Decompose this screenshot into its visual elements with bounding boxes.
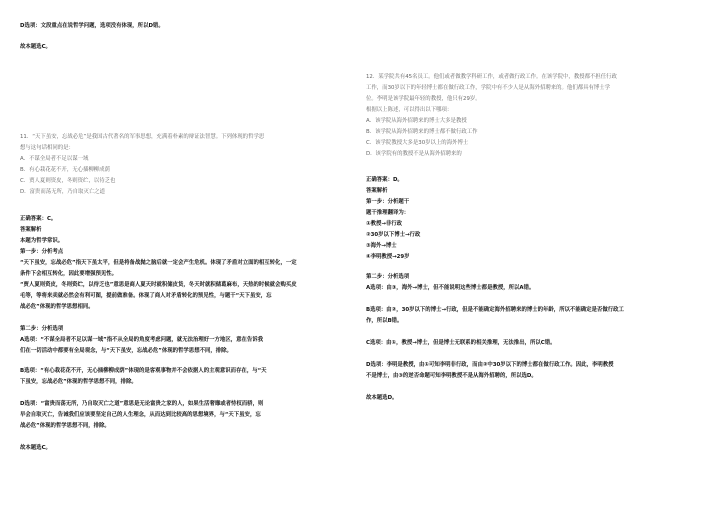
question-11-stem-line-2: 想与这句话相同的是： <box>20 145 74 151</box>
option-d-explanation: D选项：文段重点在说哲学问题，选项没有体现，所以D错。 <box>20 23 164 29</box>
question-11-option-b: B．有心栽花花不开，无心插柳柳成荫 <box>20 167 110 173</box>
option-b-analysis-line-2: 下虽安，忘战必危”体现的哲学思想不同，排除。 <box>20 379 137 385</box>
option-b-analysis-line-1: B选项：“有心栽花花不开，无心插柳柳成荫”体现的是客观事物并不会依据人的主观意识而存在，与“天 <box>20 368 267 374</box>
question-11-stem-line-1: 11．“天下虽安，忘战必危”是我国古代著名的军事思想，充满着朴素的辩证法智慧。下列体现的哲学思 <box>20 134 265 140</box>
step-1-heading: 第一步：分析考点 <box>20 249 64 255</box>
step-1-heading: 第一步：分析题干 <box>366 199 410 205</box>
option-a-analysis-line-1: A选项：“不谋全局者不足以谋一域”指不从全局的角度考虑问题，就无法治理好一方地区，意在告诉我 <box>20 337 264 343</box>
option-b-analysis-line-2: 作，所以B错。 <box>366 318 403 324</box>
question-12-option-a: A．该学院从海外招聘来的博士大多是教授 <box>366 118 467 124</box>
premise-4: ④李明教授→29岁 <box>366 254 410 260</box>
premise-2: ②30岁以下博士→行政 <box>366 232 421 238</box>
option-a-analysis-line-2: 们在一切活动中都要有全局观念，与“天下虽安，忘战必危”体现的哲学思想不同，排除。 <box>20 348 232 354</box>
option-d-analysis-line-3: 战必危”体现的哲学思想不同，排除。 <box>20 423 110 429</box>
analysis-line-2: 条件下会相互转化，因此要增强预见性。 <box>20 271 118 277</box>
translation-heading: 题干推理翻译为： <box>366 210 410 216</box>
analysis-line-5: 战必危”体现的哲学思想相同。 <box>20 304 94 310</box>
explanation-title: 答案解析 <box>366 188 388 194</box>
option-d-analysis-line-1: D选项：李明是教授，由①可知李明非行政，而由②中30岁以下的博士都在做行政工作。因此，李明教授 <box>366 362 614 368</box>
option-c-analysis: C选项：由①，教授→博士，但是博士无联系的相关推理，无法推出，所以C错。 <box>366 340 556 346</box>
option-a-analysis: A选项：由③，海外→博士，但不能说明这些博士都是教授，所以A错。 <box>366 285 535 291</box>
question-12-stem-line-2: 工作，而30岁以下的年轻博士都在做行政工作，学院中有不少人是从海外招聘来的。他们都具有博士学 <box>366 85 611 91</box>
premise-1: ①教授→非行政 <box>366 221 403 227</box>
premise-3: ③海外→博士 <box>366 243 397 249</box>
option-d-analysis-line-1: D选项：“富贵而荡无所，乃自取灭亡之道”意思是无论富贵之家的人，如果生活奢靡或者恃权而骄，则 <box>20 401 264 407</box>
step-2-heading: 第二步：分析选项 <box>366 274 410 280</box>
analysis-line-1: “天下虽安，忘战必危”指天下虽太平，但是将备战抛之脑后就一定会产生危机。体现了矛盾对立面的相互转化，一定 <box>20 260 297 266</box>
question-11-option-d: D．富贵而荡无所，乃自取灭亡之道 <box>20 189 106 195</box>
question-12-option-c: C．该学院教授大多是30岁以上的海外博士 <box>366 140 469 146</box>
analysis-line-4: 毛等，等将来卖就必然会有利可图，提前做准备。体现了商人对矛盾转化的预见性，与题干“天下虽安，忘 <box>20 293 272 299</box>
question-12-stem-line-4: 根据以上陈述，可以得出以下哪项： <box>366 107 453 113</box>
test-point: 本题为哲学常识。 <box>20 238 64 244</box>
question-12-stem-line-3: 位。李明是该学院最年轻的教授，他只有29岁。 <box>366 96 481 102</box>
question-12-option-b: B．该学院从海外招聘来的博士都不做行政工作 <box>366 129 478 135</box>
final-answer: 故本题选C。 <box>20 445 51 451</box>
correct-answer-d: 正确答案：D。 <box>366 177 403 183</box>
explanation-title: 答案解析 <box>20 227 42 233</box>
question-11-option-a: A．不谋全局者不足以谋一域 <box>20 156 89 162</box>
question-12-stem-line-1: 12．某学院共有45名员工。他们或者做教学科研工作，或者做行政工作。在该学院中，教授都不担任行政 <box>366 74 617 80</box>
option-d-analysis-line-2: 早会自取灭亡，告诫我们应该要坚定自己的人生理念，从而达到比较高的思想境界，与“天下虽安，忘 <box>20 412 261 418</box>
option-d-analysis-line-2: 不是博士，由③的逆否命题可知李明教授不是从海外招聘的，所以选D。 <box>366 373 537 379</box>
question-12-option-d: D．该学院有的教授不是从海外招聘来的 <box>366 151 462 157</box>
analysis-line-3: “贾人夏则资皮，冬则资纻，以待乏也”意思是商人夏天时就积储皮货，冬天时就积储葛麻布，天热的时候就会购买皮 <box>20 282 297 288</box>
correct-answer-c: 正确答案：C。 <box>20 216 57 222</box>
question-11-option-c: C．贾人夏则资皮，冬则资纻，以待乏也 <box>20 178 116 184</box>
step-2-heading: 第二步：分析选项 <box>20 326 64 332</box>
option-b-analysis-line-1: B选项：由②，30岁以下的博士→行政，但是不能确定海外招聘来的博士的年龄，所以不能确定是否做行政工 <box>366 307 624 313</box>
final-answer: 故本题选D。 <box>366 395 398 401</box>
previous-final-answer: 故本题选C。 <box>20 44 51 50</box>
